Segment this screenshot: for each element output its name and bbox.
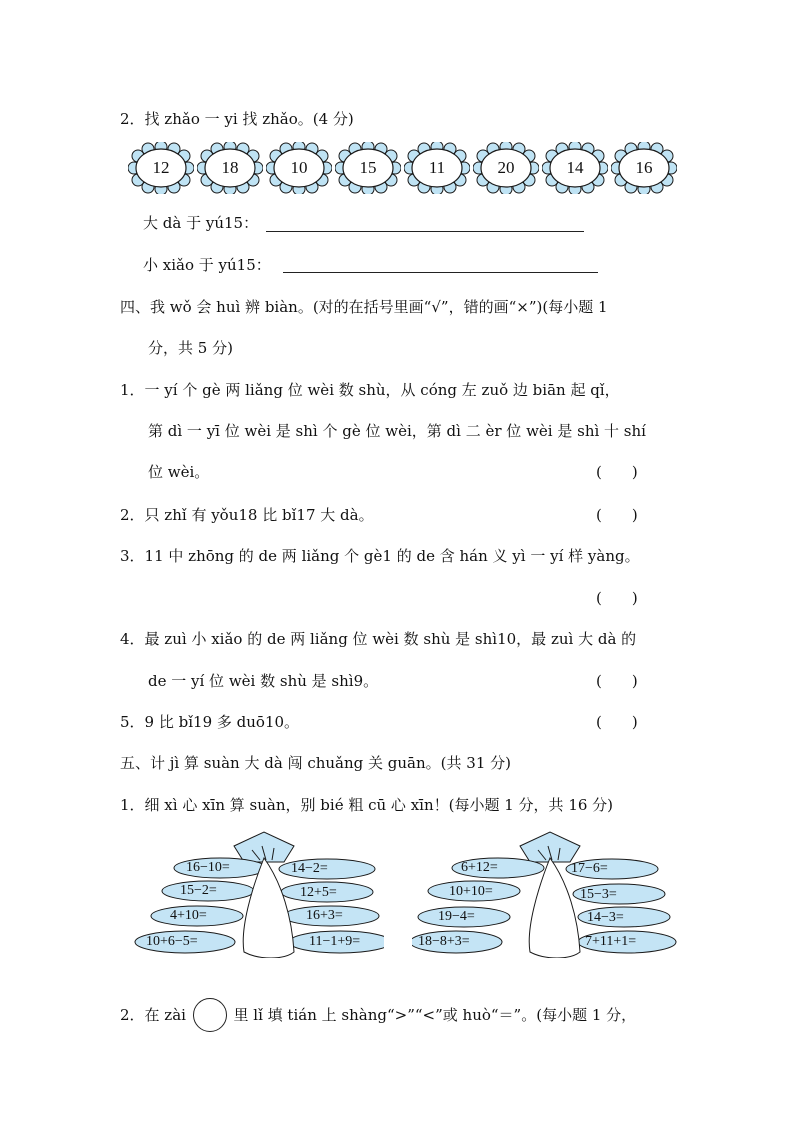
expr-right-8: 7+11+1=	[585, 934, 637, 949]
flower-number	[404, 142, 470, 194]
bigger-than-answer-line[interactable]	[266, 231, 584, 232]
expr-left-8: 11−1+9=	[309, 934, 361, 949]
s5-q2-prefix: 2．在 zài	[120, 1006, 186, 1024]
expr-right-6: 15−3=	[580, 887, 617, 902]
flower-number	[611, 142, 677, 194]
expr-right-5: 17−6=	[571, 861, 608, 876]
flower-number	[542, 142, 608, 194]
flower-number	[473, 142, 539, 194]
flower-value: 18	[221, 158, 239, 177]
s4-item1-line3: 位 wèi。	[148, 463, 210, 481]
flower-value: 10	[290, 158, 308, 177]
flower-number	[128, 142, 194, 194]
smaller-than-answer-line[interactable]	[283, 272, 598, 273]
s4-item1-line2: 第 dì 一 yī 位 wèi 是 shì 个 gè 位 wèi，第 dì 二 èr 位 wèi 是 shì 十 shí	[148, 422, 646, 440]
s5-q1-title: 1．细 xì 心 xīn 算 suàn，别 bié 粗 cū 心 xīn！(每小题 1 分，共 16 分)	[120, 796, 614, 814]
flower-value: 14	[566, 158, 584, 177]
smaller-than-label: 小 xiǎo 于 yú15：	[143, 256, 271, 274]
flower-value: 16	[635, 158, 653, 177]
s4-item1-answer-paren[interactable]: ( )	[596, 463, 638, 481]
s4-item3-answer-paren[interactable]: ( )	[596, 589, 638, 607]
expr-right-4: 18−8+3=	[418, 934, 470, 949]
flower-number-row	[128, 142, 683, 194]
flower-value: 15	[359, 158, 377, 177]
expr-left-1: 16−10=	[186, 860, 230, 875]
expr-right-2: 10+10=	[449, 884, 493, 899]
expr-left-3: 4+10=	[170, 908, 207, 923]
expr-left-5: 14−2=	[291, 861, 328, 876]
expr-right-3: 19−4=	[438, 909, 475, 924]
bigger-than-label: 大 dà 于 yú15：	[143, 214, 259, 232]
s4-item5-answer-paren[interactable]: ( )	[596, 713, 638, 731]
expr-right-1: 6+12=	[461, 860, 498, 875]
expr-left-6: 12+5=	[300, 885, 337, 900]
q2-title: 2．找 zhǎo 一 yi 找 zhǎo。(4 分)	[120, 110, 354, 128]
s4-item4-line2: de 一 yí 位 wèi 数 shù 是 shì9。	[148, 672, 379, 690]
s4-item5: 5．9 比 bǐ19 多 duō10。	[120, 713, 300, 731]
section4-title-cont: 分，共 5 分)	[148, 339, 233, 357]
flower-value: 11	[428, 158, 446, 177]
flower-number	[197, 142, 263, 194]
expr-left-7: 16+3=	[306, 908, 343, 923]
expr-left-2: 15−2=	[180, 883, 217, 898]
circle-blank-icon	[193, 998, 227, 1032]
flower-number	[335, 142, 401, 194]
s4-item3: 3．11 中 zhōng 的 de 两 liǎng 个 gè1 的 de 含 hán 义 yì 一 yí 样 yàng。	[120, 547, 640, 565]
flower-number	[266, 142, 332, 194]
s4-item2-answer-paren[interactable]: ( )	[596, 506, 638, 524]
flower-value: 20	[497, 158, 515, 177]
flower-value: 12	[152, 158, 170, 177]
s4-item4-answer-paren[interactable]: ( )	[596, 672, 638, 690]
expr-right-7: 14−3=	[587, 910, 624, 925]
expr-left-4: 10+6−5=	[146, 934, 198, 949]
section5-title: 五、计 jì 算 suàn 大 dà 闯 chuǎng 关 guān。(共 31 分)	[120, 754, 511, 772]
section4-title: 四、我 wǒ 会 huì 辨 biàn。(对的在括号里画“√”，错的画“×”)(每小题 1	[120, 298, 608, 316]
s4-item4-line1: 4．最 zuì 小 xiǎo 的 de 两 liǎng 位 wèi 数 shù 是 shì10，最 zuì 大 dà 的	[120, 630, 637, 648]
s4-item1-line1: 1．一 yí 个 gè 两 liǎng 位 wèi 数 shù，从 cóng 左 zuǒ 边 biān 起 qǐ，	[120, 381, 620, 399]
s5-q2-suffix: 里 lǐ 填 tián 上 shàng“>”“<”或 huò“＝”。(每小题 1 分，	[233, 1006, 637, 1024]
s4-item2: 2．只 zhǐ 有 yǒu18 比 bǐ17 大 dà。	[120, 506, 374, 524]
s5-q2-title	[120, 998, 636, 1032]
